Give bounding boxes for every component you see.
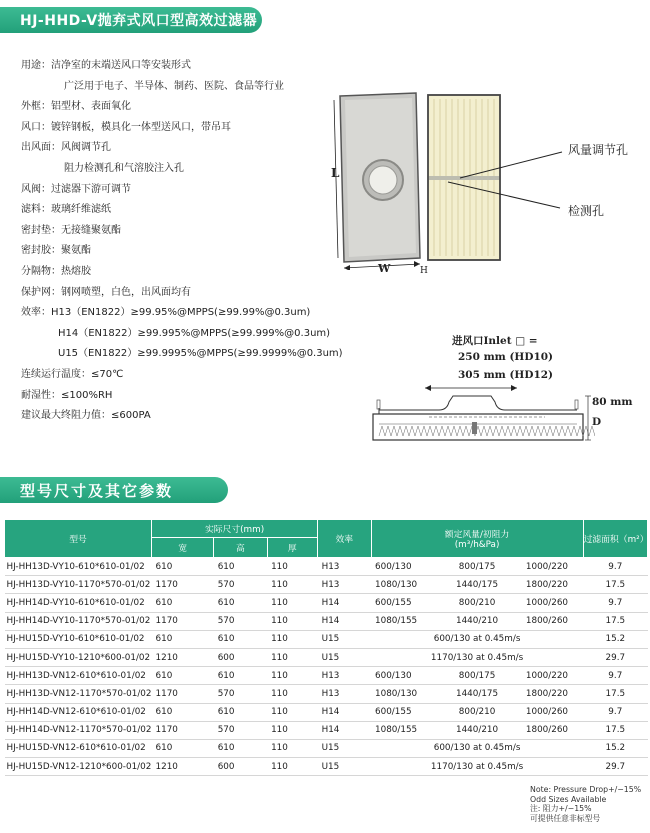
callout-test-hole: 检测孔 bbox=[568, 204, 605, 218]
header-height: 高 bbox=[214, 538, 267, 558]
cell-area: 15.2 bbox=[583, 630, 647, 648]
spec-value: 过滤器下游可调节 bbox=[51, 183, 131, 195]
cell-model: HJ-HH13D-VN12-1170*570-01/02 bbox=[5, 685, 152, 703]
spec-row bbox=[21, 97, 343, 118]
cell-d: 110 bbox=[267, 758, 318, 776]
spec-value: 无接缝聚氨酯 bbox=[61, 224, 121, 236]
cell-merged: 600/130 at 0.45m/s bbox=[371, 739, 583, 757]
cell-model: HJ-HH13D-VY10-1170*570-01/02 bbox=[5, 576, 152, 594]
dim-l-label: L bbox=[331, 166, 340, 180]
cell-d: 110 bbox=[267, 576, 318, 594]
cell-h: 570 bbox=[214, 721, 267, 739]
cell-eff: H14 bbox=[318, 612, 371, 630]
header-efficiency: 效率 bbox=[318, 520, 371, 558]
spec-label: 风阀： bbox=[21, 183, 51, 195]
cell-h: 610 bbox=[214, 630, 267, 648]
cell-model: HJ-HH14D-VN12-610*610-01/02 bbox=[5, 703, 152, 721]
spec-label: 出风面： bbox=[21, 142, 61, 154]
table-row bbox=[5, 758, 648, 776]
header-airflow-label: 额定风量/初阻力 bbox=[444, 530, 510, 540]
cell-a1: 600/155 bbox=[371, 594, 432, 612]
cell-h: 610 bbox=[214, 739, 267, 757]
spec-label: 耐湿性： bbox=[21, 389, 61, 401]
spec-row bbox=[21, 344, 343, 365]
cell-d: 110 bbox=[267, 703, 318, 721]
cell-a1: 600/130 bbox=[371, 558, 432, 576]
spec-row bbox=[21, 406, 343, 427]
spec-value: 风阀调节孔 bbox=[61, 142, 111, 154]
spec-list bbox=[21, 56, 343, 427]
cell-h: 610 bbox=[214, 558, 267, 576]
cell-w: 1170 bbox=[152, 612, 214, 630]
cell-a3: 1800/260 bbox=[522, 721, 583, 739]
table-row bbox=[5, 739, 648, 757]
spec-label: 外框： bbox=[21, 101, 51, 113]
cell-model: HJ-HH13D-VY10-610*610-01/02 bbox=[5, 558, 152, 576]
cell-area: 17.5 bbox=[583, 685, 647, 703]
spec-value: 广泛用于电子、半导体、制药、医院、食品等行业 bbox=[64, 80, 284, 92]
cell-eff: U15 bbox=[318, 648, 371, 666]
cell-d: 110 bbox=[267, 685, 318, 703]
cell-a3: 1800/220 bbox=[522, 685, 583, 703]
cell-h: 570 bbox=[214, 576, 267, 594]
cell-eff: H14 bbox=[318, 594, 371, 612]
cell-area: 17.5 bbox=[583, 721, 647, 739]
cell-w: 610 bbox=[152, 703, 214, 721]
cell-eff: U15 bbox=[318, 739, 371, 757]
cell-w: 610 bbox=[152, 558, 214, 576]
cell-model: HJ-HH14D-VY10-1170*570-01/02 bbox=[5, 612, 152, 630]
spec-value: U15（EN1822）≥99.9995%@MPPS(≥99.9999%@0.3um) bbox=[58, 348, 343, 360]
cell-a3: 1800/220 bbox=[522, 576, 583, 594]
cell-merged: 1170/130 at 0.45m/s bbox=[371, 758, 583, 776]
cell-area: 15.2 bbox=[583, 739, 647, 757]
spec-value: 阻力检测孔和气溶胶注入孔 bbox=[64, 162, 184, 174]
spec-row bbox=[21, 56, 343, 77]
cell-h: 600 bbox=[214, 758, 267, 776]
cell-a2: 800/210 bbox=[432, 594, 522, 612]
spec-value: ≤100%RH bbox=[61, 389, 113, 401]
cell-a2: 1440/175 bbox=[432, 576, 522, 594]
inlet-label: 进风口Inlet □ = bbox=[452, 335, 538, 347]
spec-value: H13（EN1822）≥99.95%@MPPS(≥99.99%@0.3um) bbox=[51, 307, 311, 319]
cell-a3: 1000/260 bbox=[522, 594, 583, 612]
spec-row bbox=[21, 303, 343, 324]
table-row bbox=[5, 576, 648, 594]
product-photos bbox=[320, 90, 650, 270]
cell-area: 9.7 bbox=[583, 594, 647, 612]
spec-row bbox=[21, 77, 343, 98]
spec-label: 建议最大终阻力值： bbox=[21, 410, 111, 422]
cell-model: HJ-HH14D-VY10-610*610-01/02 bbox=[5, 594, 152, 612]
spec-label: 用途： bbox=[21, 60, 51, 71]
cell-model: HJ-HU15D-VY10-610*610-01/02 bbox=[5, 630, 152, 648]
cell-d: 110 bbox=[267, 594, 318, 612]
table-row bbox=[5, 594, 648, 612]
note-line: 可提供任意非标型号 bbox=[530, 813, 601, 823]
spec-value: 洁净室的末端送风口等安装形式 bbox=[51, 60, 191, 71]
side-profile-diagram bbox=[365, 384, 595, 444]
title-banner bbox=[0, 7, 262, 33]
cell-w: 610 bbox=[152, 594, 214, 612]
table-row bbox=[5, 703, 648, 721]
spec-row bbox=[21, 180, 343, 201]
filter-front-photo bbox=[340, 93, 420, 262]
cell-eff: U15 bbox=[318, 758, 371, 776]
cell-a1: 1080/130 bbox=[371, 685, 432, 703]
cell-w: 610 bbox=[152, 630, 214, 648]
table-row bbox=[5, 630, 648, 648]
spec-label: 密封胶： bbox=[21, 245, 61, 257]
cell-w: 610 bbox=[152, 739, 214, 757]
cell-w: 1170 bbox=[152, 721, 214, 739]
cell-model: HJ-HH14D-VN12-1170*570-01/02 bbox=[5, 721, 152, 739]
cell-area: 9.7 bbox=[583, 558, 647, 576]
cell-area: 17.5 bbox=[583, 612, 647, 630]
cell-a1: 1080/155 bbox=[371, 612, 432, 630]
spec-row bbox=[21, 221, 343, 242]
note-line: Odd Sizes Available bbox=[530, 794, 607, 804]
cell-area: 9.7 bbox=[583, 703, 647, 721]
note-line: 注: 阻力+/−15% bbox=[530, 804, 592, 814]
spec-row bbox=[21, 386, 343, 407]
cell-eff: H14 bbox=[318, 703, 371, 721]
cell-area: 9.7 bbox=[583, 667, 647, 685]
spec-row bbox=[21, 365, 343, 386]
header-width: 宽 bbox=[152, 538, 214, 558]
spec-row bbox=[21, 324, 343, 345]
cell-a3: 1000/220 bbox=[522, 667, 583, 685]
spec-value: 镀锌钢板，模具化一体型送风口，带吊耳 bbox=[51, 121, 231, 133]
header-airflow bbox=[371, 520, 583, 558]
cell-a1: 600/130 bbox=[371, 667, 432, 685]
spec-label: 连续运行温度： bbox=[21, 368, 91, 380]
cell-w: 1210 bbox=[152, 758, 214, 776]
cell-w: 610 bbox=[152, 667, 214, 685]
dim-w-label: W bbox=[378, 262, 391, 275]
table-row bbox=[5, 558, 648, 576]
cell-h: 610 bbox=[214, 667, 267, 685]
spec-label: 滤料： bbox=[21, 204, 51, 216]
cell-h: 600 bbox=[214, 648, 267, 666]
cell-h: 610 bbox=[214, 703, 267, 721]
cell-eff: H13 bbox=[318, 576, 371, 594]
header-depth: 厚 bbox=[267, 538, 318, 558]
model-table bbox=[4, 519, 648, 776]
spec-row bbox=[21, 200, 343, 221]
cell-eff: U15 bbox=[318, 630, 371, 648]
dim-d-label: D bbox=[592, 416, 602, 428]
cell-d: 110 bbox=[267, 558, 318, 576]
cell-model: HJ-HH13D-VN12-610*610-01/02 bbox=[5, 667, 152, 685]
cell-h: 610 bbox=[214, 594, 267, 612]
spec-value: 热熔胶 bbox=[61, 265, 91, 277]
spec-row bbox=[21, 138, 343, 159]
filter-media-photo bbox=[428, 95, 500, 260]
cell-a2: 1440/210 bbox=[432, 612, 522, 630]
cell-a1: 1080/130 bbox=[371, 576, 432, 594]
cell-d: 110 bbox=[267, 721, 318, 739]
dim-h-label: H bbox=[420, 266, 428, 276]
header-size: 实际尺寸(mm) bbox=[152, 520, 318, 538]
spec-row bbox=[21, 118, 343, 139]
cell-a2: 800/175 bbox=[432, 667, 522, 685]
cell-w: 1170 bbox=[152, 576, 214, 594]
cell-d: 110 bbox=[267, 739, 318, 757]
spec-label: 分隔物： bbox=[21, 265, 61, 277]
spec-value: ≤600PA bbox=[111, 410, 151, 422]
section-title: 型号尺寸及其它参数 bbox=[20, 481, 174, 500]
spec-label: 保护网： bbox=[21, 286, 61, 298]
table-row bbox=[5, 648, 648, 666]
cell-model: HJ-HU15D-VN12-610*610-01/02 bbox=[5, 739, 152, 757]
cell-a3: 1800/260 bbox=[522, 612, 583, 630]
cell-a1: 600/155 bbox=[371, 703, 432, 721]
cell-w: 1210 bbox=[152, 648, 214, 666]
cell-a2: 800/210 bbox=[432, 703, 522, 721]
spec-row bbox=[21, 283, 343, 304]
cell-area: 29.7 bbox=[583, 648, 647, 666]
spec-row bbox=[21, 159, 343, 180]
cell-d: 110 bbox=[267, 667, 318, 685]
cell-area: 17.5 bbox=[583, 576, 647, 594]
cell-eff: H13 bbox=[318, 558, 371, 576]
cell-d: 110 bbox=[267, 612, 318, 630]
spec-row bbox=[21, 241, 343, 262]
cell-area: 29.7 bbox=[583, 758, 647, 776]
spec-value: H14（EN1822）≥99.995%@MPPS(≥99.999%@0.3um) bbox=[58, 327, 331, 339]
cell-a2: 1440/175 bbox=[432, 685, 522, 703]
spec-value: 铝型材、表面氧化 bbox=[51, 101, 131, 113]
spec-row bbox=[21, 262, 343, 283]
cell-merged: 1170/130 at 0.45m/s bbox=[371, 648, 583, 666]
spec-value: 聚氨酯 bbox=[61, 245, 91, 257]
cell-model: HJ-HU15D-VN12-1210*600-01/02 bbox=[5, 758, 152, 776]
section-banner-models bbox=[0, 477, 228, 503]
spec-value: 玻璃纤维滤纸 bbox=[51, 204, 111, 216]
cell-eff: H13 bbox=[318, 685, 371, 703]
table-row bbox=[5, 721, 648, 739]
height-80mm-label: 80 mm bbox=[592, 396, 633, 408]
table-row bbox=[5, 612, 648, 630]
page-title: HJ-HHD-V抛弃式风口型高效过滤器 bbox=[20, 13, 258, 29]
cell-a3: 1000/260 bbox=[522, 703, 583, 721]
cell-d: 110 bbox=[267, 648, 318, 666]
spec-label: 风口： bbox=[21, 121, 51, 133]
spec-label: 密封垫： bbox=[21, 224, 61, 236]
cell-a1: 1080/155 bbox=[371, 721, 432, 739]
cell-a2: 1440/210 bbox=[432, 721, 522, 739]
note-line: Note: Pressure Drop+/−15% bbox=[530, 785, 642, 794]
table-row bbox=[5, 685, 648, 703]
cell-a3: 1000/220 bbox=[522, 558, 583, 576]
cell-h: 570 bbox=[214, 612, 267, 630]
callout-damper-hole: 风量调节孔 bbox=[568, 143, 629, 157]
cell-h: 570 bbox=[214, 685, 267, 703]
cell-eff: H14 bbox=[318, 721, 371, 739]
spec-value: ≤70℃ bbox=[91, 368, 124, 380]
header-area: 过滤面积（m²） bbox=[583, 520, 647, 558]
cell-d: 110 bbox=[267, 630, 318, 648]
cell-w: 1170 bbox=[152, 685, 214, 703]
cell-merged: 600/130 at 0.45m/s bbox=[371, 630, 583, 648]
cell-a2: 800/175 bbox=[432, 558, 522, 576]
cell-model: HJ-HU15D-VY10-1210*600-01/02 bbox=[5, 648, 152, 666]
inlet-hd12: 305 mm (HD12) bbox=[458, 369, 554, 381]
spec-label: 效率： bbox=[21, 307, 51, 319]
spec-value: 钢网喷塑，白色，出风面均有 bbox=[61, 286, 191, 298]
header-model: 型号 bbox=[5, 520, 152, 558]
cell-eff: H13 bbox=[318, 667, 371, 685]
inlet-hd10: 250 mm (HD10) bbox=[458, 351, 554, 363]
header-airflow-unit: (m³/h&Pa) bbox=[454, 540, 500, 550]
footnote bbox=[530, 785, 641, 823]
table-row bbox=[5, 667, 648, 685]
